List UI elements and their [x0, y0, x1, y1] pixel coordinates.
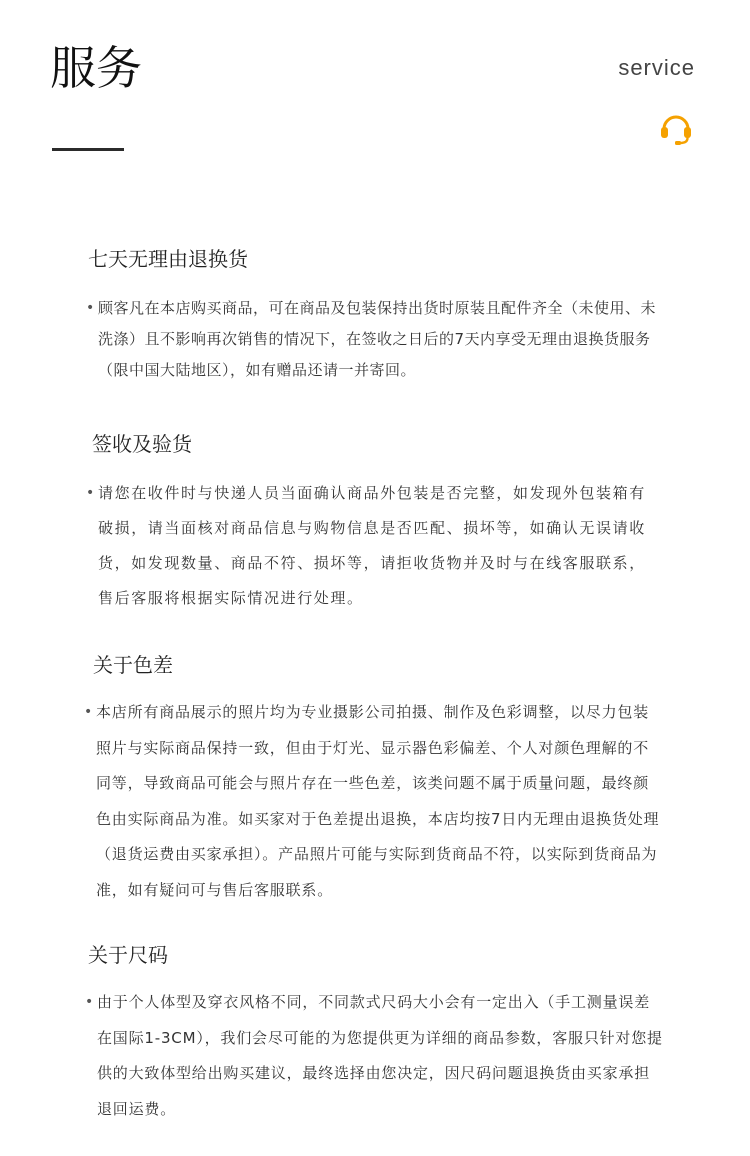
bullet-dot: • [86, 485, 96, 501]
bullet-dot: • [84, 704, 94, 720]
section-body [86, 293, 668, 386]
page-title: 服务 [50, 41, 142, 95]
bullet-dot: • [86, 300, 95, 316]
section-body [84, 695, 662, 908]
page-subtitle: service [618, 55, 695, 80]
title-divider [52, 148, 124, 151]
section-body-text: 本店所有商品展示的照片均为专业摄影公司拍摄、制作及色彩调整，以尽力包装照片与实际商品保持一致，但由于灯光、显示器色彩偏差、个人对颜色理解的不同等，导致商品可能会与照片存在一些色差，该类问题不属于质量问题，最终颜色由实际商品为准。如买家对于色差提出退换，本店均按7日内无理由退换货处理（退货运费由买家承担）。产品照片可能与实际到货商品不符，以实际到货商品为准，如有疑问可与售后客服联系。 [96, 703, 660, 899]
section-body-text: 请您在收件时与快递人员当面确认商品外包装是否完整，如发现外包装箱有破损，请当面核对商品信息与购物信息是否匹配、损坏等，如确认无误请收货，如发现数量、商品不符、损坏等，请拒收货物并及时与在线客服联系，售后客服将根据实际情况进行处理。 [98, 484, 646, 607]
section-heading: 关于色差 [93, 653, 173, 677]
bullet-dot: • [85, 994, 95, 1010]
section-body [85, 985, 663, 1127]
section-heading: 签收及验货 [92, 432, 192, 456]
headset-icon-graphic [659, 110, 693, 146]
section-body-text: 由于个人体型及穿衣风格不同，不同款式尺码大小会有一定出入（手工测量误差在国际1-3CM），我们会尽可能的为您提供更为详细的商品参数，客服只针对您提供的大致体型给出购买建议，最终选择由您决定，因尺码问题退换货由买家承担退回运费。 [97, 993, 663, 1118]
headset-icon[interactable] [659, 110, 693, 146]
section-body-text: 顾客凡在本店购买商品，可在商品及包装保持出货时原装且配件齐全（未使用、未洗涤）且不影响再次销售的情况下，在签收之日后的7天内享受无理由退换货服务（限中国大陆地区），如有赠品还请一并寄回。 [98, 299, 657, 379]
section-heading: 关于尺码 [88, 943, 168, 967]
section-heading: 七天无理由退换货 [88, 247, 248, 271]
section-body [86, 476, 646, 616]
